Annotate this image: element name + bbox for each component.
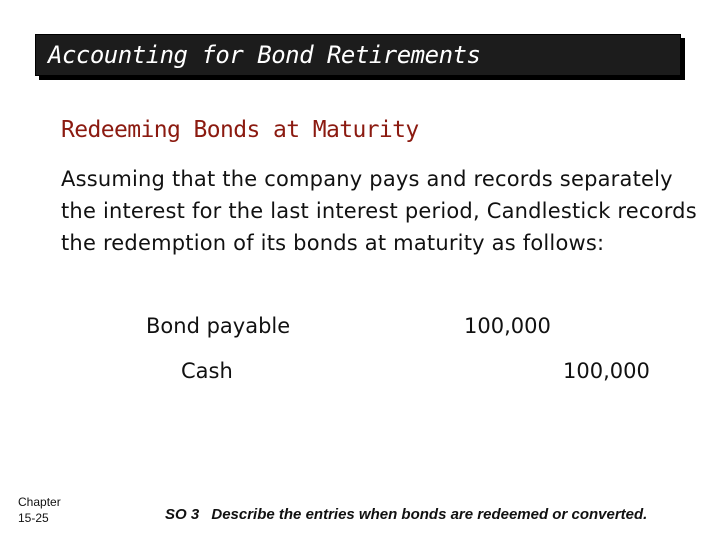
study-objective-code: SO 3 <box>165 506 200 523</box>
study-objective <box>165 505 647 525</box>
chapter-reference <box>18 494 61 526</box>
debit-amount: 100,000 <box>464 314 551 338</box>
credit-account: Cash <box>181 359 233 383</box>
chapter-label: Chapter <box>18 495 61 509</box>
page-number: 15-25 <box>18 511 49 525</box>
credit-amount: 100,000 <box>563 359 650 383</box>
debit-account: Bond payable <box>146 314 291 338</box>
study-objective-text: Describe the entries when bonds are redeemed or converted. <box>211 506 648 523</box>
slide-title: Accounting for Bond Retirements <box>48 41 481 69</box>
slide-subtitle: Redeeming Bonds at Maturity <box>61 117 419 143</box>
body-paragraph: Assuming that the company pays and records separately the interest for the last interest period, Candlestick records the redemption of its bonds at maturity as follows: <box>61 167 697 255</box>
